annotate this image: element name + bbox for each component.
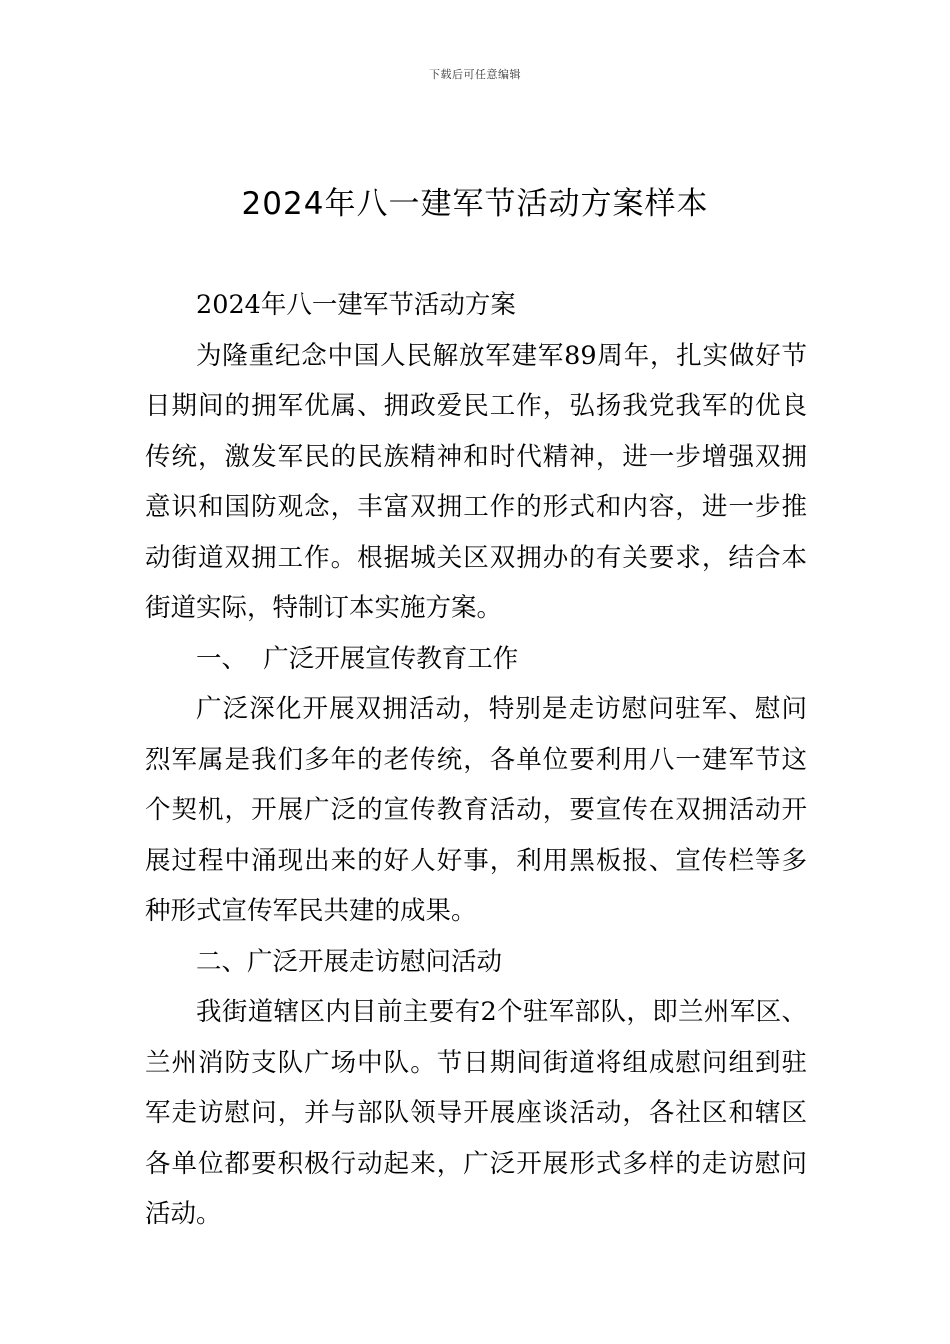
subtitle-paragraph: 2024年八一建军节活动方案 — [196, 290, 516, 320]
section-heading-2: 二、广泛开展走访慰问活动 — [196, 946, 503, 977]
document-title: 2024年八一建军节活动方案样本 — [241, 186, 709, 222]
section-2-paragraph: 我街道辖区内目前主要有2个驻军部队，即兰州军区、兰州消防支队广场中队。节日期间街道将组成慰问组到驻军走访慰问，并与部队领导开展座谈活动，各社区和辖区各单位都要积极行动起来，广泛开展形式多样的走访慰问活动。 — [145, 997, 807, 1229]
header-note: 下载后可任意编辑 — [429, 68, 521, 81]
section-heading-1: 一、 广泛开展宣传教育工作 — [196, 643, 519, 674]
section-1-paragraph: 广泛深化开展双拥活动，特别是走访慰问驻军、慰问烈军属是我们多年的老传统，各单位要利用八一建军节这个契机，开展广泛的宣传教育活动，要宣传在双拥活动开展过程中涌现出来的好人好事，利用黑板报、宣传栏等多种形式宣传军民共建的成果。 — [145, 694, 807, 926]
intro-paragraph: 为隆重纪念中国人民解放军建军89周年，扎实做好节日期间的拥军优属、拥政爱民工作，弘扬我党我军的优良传统，激发军民的民族精神和时代精神，进一步增强双拥意识和国防观念，丰富双拥工作的形式和内容，进一步推动街道双拥工作。根据城关区双拥办的有关要求，结合本街道实际，特制订本实施方案。 — [145, 340, 807, 623]
document-body — [145, 280, 807, 1240]
